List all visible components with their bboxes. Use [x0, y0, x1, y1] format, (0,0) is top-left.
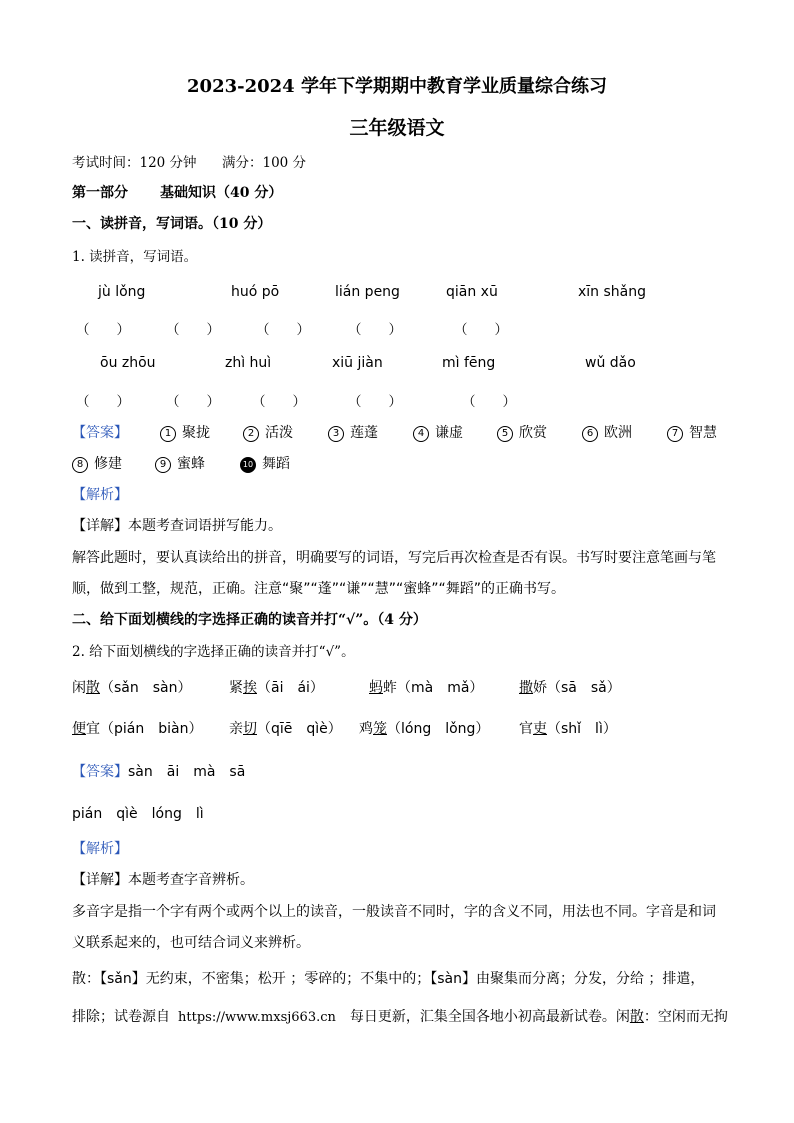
- explain-text: 散：【sǎn】无约束，不密集；松开 ；零碎的；不集中的；【sàn】由聚集而分离；分发，分给 ；排遣，: [72, 971, 705, 987]
- pinyin: zhì huì: [225, 355, 272, 371]
- number-badge: 4: [413, 426, 429, 442]
- answer-item: [243, 422, 293, 442]
- underlined-char: 挨: [243, 680, 257, 696]
- underlined-char: 蚂: [369, 680, 383, 696]
- answer-tag: 【答案】: [72, 764, 128, 780]
- answer-blank: （ ）: [166, 322, 220, 338]
- underlined-char: 便: [72, 721, 86, 737]
- number-badge: 8: [72, 457, 88, 473]
- answer-item: [155, 453, 205, 473]
- underlined-char: 散: [86, 680, 100, 696]
- page-subtitle: 三年级语文: [349, 117, 445, 139]
- answer-word: 智慧: [689, 425, 717, 441]
- pinyin: jù lǒng: [98, 284, 146, 300]
- reading-item: [229, 718, 342, 738]
- reading-item: [72, 677, 192, 697]
- explain-segment: 每日更新，汇集全国各地小初高最新试卷。闲: [349, 1009, 630, 1025]
- number-badge: 7: [667, 426, 683, 442]
- answer-item: [72, 453, 122, 473]
- answer-item: [240, 453, 290, 473]
- number-badge: 3: [328, 426, 344, 442]
- question-text: 1. 读拼音，写词语。: [72, 249, 198, 265]
- explain-segment: ：空闲而无拘: [643, 1009, 728, 1025]
- answer-blank: （ ）: [252, 394, 306, 410]
- exam-score: 满分：100 分: [222, 155, 307, 171]
- answer-blank: （ ）: [348, 394, 402, 410]
- explain-text: 义联系起来的，也可结合词义来辨析。: [72, 935, 310, 951]
- number-badge: 10: [240, 457, 256, 473]
- analysis-tag: 【解析】: [72, 841, 128, 857]
- section-heading: 二、给下面划横线的字选择正确的读音并打“√”。（4 分）: [72, 612, 427, 628]
- answer-blank: （ ）: [76, 322, 130, 338]
- answer-item: [413, 422, 463, 442]
- answer-line: [72, 761, 245, 781]
- answer-text: sàn āi mà sā: [128, 764, 246, 780]
- answer-word: 聚拢: [182, 425, 210, 441]
- explain-text: 多音字是指一个字有两个或两个以上的读音，一般读音不同时，字的含义不同，用法也不同。字音是和词: [72, 904, 716, 920]
- answer-blank: （ ）: [166, 394, 220, 410]
- analysis-tag: 【解析】: [72, 487, 128, 503]
- underlined-char: 吏: [533, 721, 547, 737]
- underlined-char: 散: [629, 1009, 644, 1025]
- answer-item: [328, 422, 378, 442]
- page-title: 2023-2024 学年下学期期中教育学业质量综合练习: [187, 76, 607, 97]
- detail-text: 【详解】本题考查词语拼写能力。: [72, 518, 282, 534]
- reading-item: [229, 677, 324, 697]
- reading-item: [72, 718, 202, 738]
- answer-item: [582, 422, 632, 442]
- answer-blank: （ ）: [76, 394, 130, 410]
- pinyin: lián peng: [335, 284, 400, 300]
- reading-options: （sǎn sàn）: [100, 680, 192, 696]
- explain-text: 顺，做到工整，规范，正确。注意“聚”“蓬”“谦”“慧”“蜜蜂”“舞蹈”的正确书写。: [72, 581, 566, 597]
- pinyin: ōu zhōu: [100, 355, 156, 371]
- pinyin: wǔ dǎo: [585, 355, 636, 371]
- pinyin: qiān xū: [446, 284, 498, 300]
- number-badge: 9: [155, 457, 171, 473]
- part-title-2: 基础知识（40 分）: [160, 185, 283, 201]
- answer-word: 莲蓬: [350, 425, 378, 441]
- answer-word: 蜜蜂: [177, 456, 205, 472]
- reading-options: （qīē qìè）: [257, 721, 342, 737]
- char: 官: [519, 721, 533, 737]
- answer-blank: （ ）: [256, 322, 310, 338]
- section-heading: 一、读拼音，写词语。（10 分）: [72, 216, 272, 232]
- number-badge: 1: [160, 426, 176, 442]
- explain-text: [72, 1006, 728, 1026]
- char: 蚱: [383, 680, 397, 696]
- reading-item: [359, 718, 489, 738]
- answer-item: [497, 422, 547, 442]
- number-badge: 5: [497, 426, 513, 442]
- pinyin: xiū jiàn: [332, 355, 383, 371]
- explain-segment: 排除；试卷源自: [72, 1009, 170, 1025]
- reading-options: （shǐ lì）: [547, 721, 617, 737]
- char: 紧: [229, 680, 243, 696]
- answer-word: 欧洲: [604, 425, 632, 441]
- answer-word: 舞蹈: [262, 456, 290, 472]
- pinyin: huó pō: [231, 284, 280, 300]
- answer-word: 活泼: [265, 425, 293, 441]
- char: 闲: [72, 680, 86, 696]
- exam-time: 考试时间：120 分钟: [72, 155, 197, 171]
- answer-word: 欣赏: [519, 425, 547, 441]
- reading-item: [519, 677, 621, 697]
- underlined-char: 切: [243, 721, 257, 737]
- answer-word: 谦虚: [435, 425, 463, 441]
- reading-options: （mà mǎ）: [397, 680, 484, 696]
- answer-item: [160, 422, 210, 442]
- answer-word: 修建: [94, 456, 122, 472]
- reading-item: [369, 677, 483, 697]
- pinyin: xīn shǎng: [578, 284, 647, 300]
- number-badge: 6: [582, 426, 598, 442]
- reading-options: （āi ái）: [257, 680, 324, 696]
- char: 鸡: [359, 721, 373, 737]
- reading-item: [519, 718, 617, 738]
- reading-options: （lóng lǒng）: [387, 721, 490, 737]
- char: 娇: [533, 680, 547, 696]
- answer-blank: （ ）: [454, 322, 508, 338]
- underlined-char: 撒: [519, 680, 533, 696]
- number-badge: 2: [243, 426, 259, 442]
- question-text: 2. 给下面划横线的字选择正确的读音并打“√”。: [72, 644, 355, 660]
- reading-options: （sā sǎ）: [547, 680, 621, 696]
- source-link[interactable]: https://www.mxsj663.cn: [178, 1010, 336, 1025]
- pinyin: mì fēng: [442, 355, 496, 371]
- char: 宜: [86, 721, 100, 737]
- answer-blank: （ ）: [348, 322, 402, 338]
- answer-item: [667, 422, 717, 442]
- answer-tag: 【答案】: [72, 425, 128, 441]
- explain-text: 解答此题时，要认真读给出的拼音，明确要写的词语，写完后再次检查是否有误。书写时要注意笔画与笔: [72, 550, 716, 566]
- underlined-char: 笼: [373, 721, 387, 737]
- answer-text: pián qìè lóng lì: [72, 806, 204, 822]
- part-title: 第一部分: [72, 185, 128, 201]
- detail-text: 【详解】本题考查字音辨析。: [72, 872, 254, 888]
- char: 亲: [229, 721, 243, 737]
- answer-blank: （ ）: [462, 394, 516, 410]
- reading-options: （pián biàn）: [100, 721, 203, 737]
